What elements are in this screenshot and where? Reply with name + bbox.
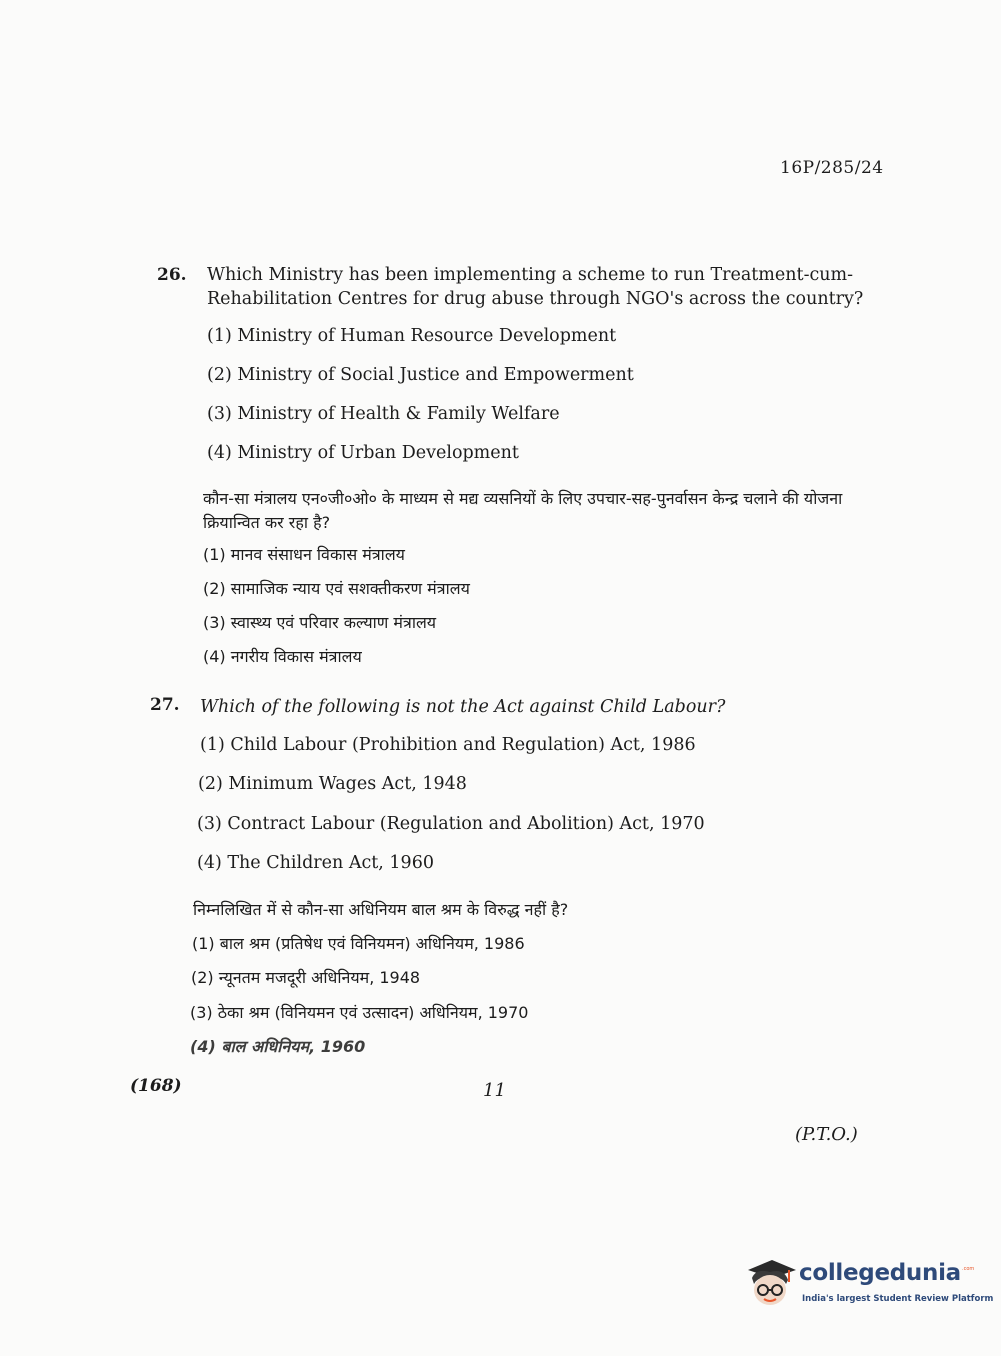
- brand-name: collegedunia: [799, 1260, 961, 1286]
- question-26-hindi-text: कौन-सा मंत्रालय एन०जी०ओ० के माध्यम से मद्य व्यसनियों के लिए उपचार-सह-पुनर्वासन केन्द्र चलाने की योजना क्रियान्वित कर रहा है?: [203, 489, 843, 532]
- collegedunia-logo: [742, 1252, 994, 1312]
- question-27-option-3: (3) Contract Labour (Regulation and Abolition) Act, 1970: [197, 814, 705, 834]
- page-number: 11: [483, 1080, 506, 1101]
- question-26-hindi-option-3: (3) स्वास्थ्य एवं परिवार कल्याण मंत्रालय: [203, 613, 437, 632]
- question-26-hindi-option-2: (2) सामाजिक न्याय एवं सशक्तीकरण मंत्रालय: [203, 579, 470, 598]
- question-26-number: 26.: [157, 265, 187, 285]
- question-26-hindi-option-1: (1) मानव संसाधन विकास मंत्रालय: [203, 545, 405, 564]
- question-27-hindi-option-3: (3) ठेका श्रम (विनियमन एवं उत्सादन) अधिनियम, 1970: [190, 1003, 529, 1022]
- brand-suffix: .com: [962, 1266, 975, 1272]
- question-27-hindi-option-1: (1) बाल श्रम (प्रतिषेध एवं विनियमन) अधिनियम, 1986: [192, 934, 525, 953]
- question-27-number: 27.: [150, 695, 180, 715]
- question-27-option-2: (2) Minimum Wages Act, 1948: [198, 774, 467, 794]
- question-27-hindi-option-2: (2) न्यूनतम मजदूरी अधिनियम, 1948: [191, 968, 421, 987]
- question-27-option-1: (1) Child Labour (Prohibition and Regulation) Act, 1986: [200, 735, 696, 755]
- paper-code-header: 16P/285/24: [780, 158, 884, 178]
- pto-label: (P.T.O.): [795, 1124, 858, 1145]
- paper-code-footer: (168): [130, 1076, 182, 1096]
- mascot-icon: [742, 1254, 798, 1310]
- brand-tagline: India's largest Student Review Platform: [802, 1294, 994, 1304]
- question-26-option-2: (2) Ministry of Social Justice and Empowerment: [207, 365, 634, 385]
- question-26-hindi-option-4: (4) नगरीय विकास मंत्रालय: [203, 647, 362, 666]
- question-26-option-3: (3) Ministry of Health & Family Welfare: [207, 404, 560, 424]
- question-27-option-4: (4) The Children Act, 1960: [197, 853, 434, 873]
- question-26-text: Which Ministry has been implementing a scheme to run Treatment-cum-Rehabilitation Centres for drug abuse through NGO's across the country?: [207, 265, 864, 309]
- question-27-text: Which of the following is not the Act against Child Labour?: [200, 697, 726, 717]
- question-27-hindi-text: निम्नलिखित में से कौन-सा अधिनियम बाल श्रम के विरुद्ध नहीं है?: [193, 900, 569, 919]
- question-26-option-1: (1) Ministry of Human Resource Development: [207, 326, 617, 346]
- question-27-hindi-option-4: (4) बाल अधिनियम, 1960: [190, 1037, 366, 1056]
- question-26-option-4: (4) Ministry of Urban Development: [207, 443, 519, 463]
